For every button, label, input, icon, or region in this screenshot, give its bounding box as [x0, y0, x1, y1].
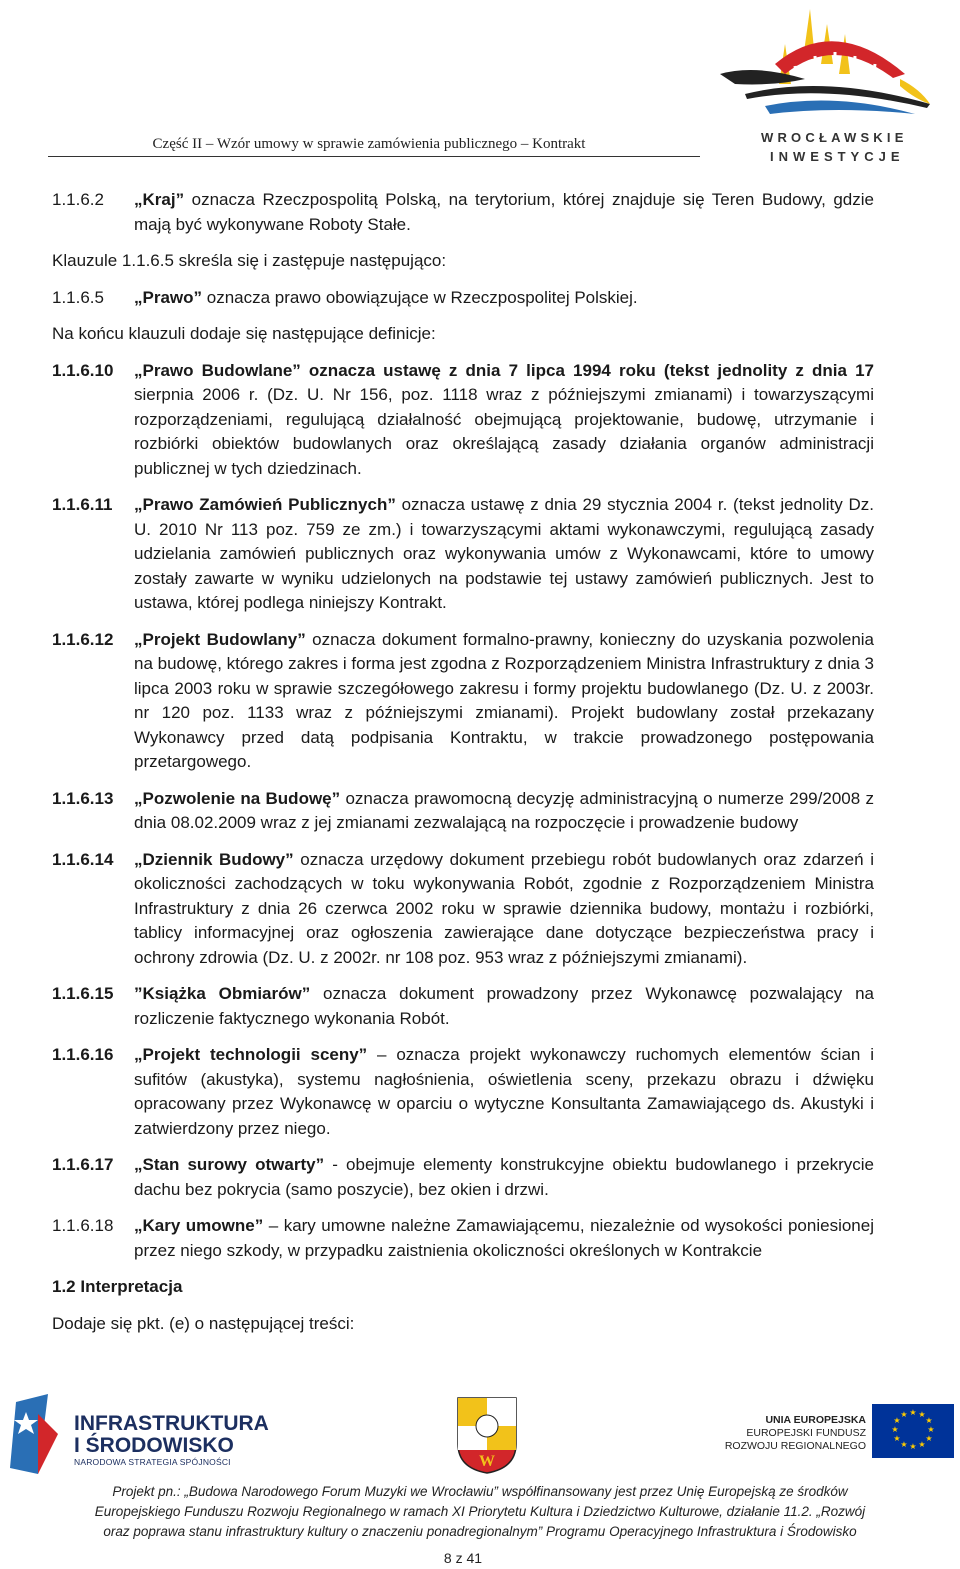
clause-number: 1.1.6.2: [52, 190, 104, 209]
svg-text:★: ★: [893, 1434, 901, 1443]
eu-line3: ROZWOJU REGIONALNEGO: [724, 1440, 866, 1452]
clause-text: oznacza ustawę z dnia 29 stycznia 2004 r. (tekst jednolity Dz. U. 2010 Nr 113 poz. 759 ze zm.) i towarzyszącymi aktami wykonawczymi, regulującą zasady udzielania zamówień publicznych oraz wykonywania umów z Wykonawcami, które to umowy zostały zawarte w wyniku udzielonych na podstawie tej ustawy zamówień publicznych. Jest to ustawa, której podlega niniejszy Kontrakt.: [134, 495, 874, 612]
clause-1-1-6-2: [52, 188, 874, 237]
clause-text: – kary umowne należne Zamawiającemu, niezależnie od wysokości poniesionej przez niego szkody, w przypadku zaistnienia okoliczności określonych w Kontrakcie: [134, 1216, 874, 1260]
svg-text:★: ★: [900, 1410, 908, 1419]
section-paragraph: Dodaje się pkt. (e) o następującej treści:: [52, 1313, 355, 1333]
clause-number: 1.1.6.18: [52, 1216, 114, 1235]
eu-line2: EUROPEJSKI FUNDUSZ: [746, 1427, 866, 1439]
wroclawskie-inwestycje-logo: [715, 4, 940, 169]
clause-number: 1.1.6.10: [52, 360, 114, 380]
clause-number: 1.1.6.13: [52, 788, 114, 808]
clause-1-1-6-12: [52, 628, 874, 775]
section-heading: 1.2 Interpretacja: [52, 1277, 183, 1296]
clause-text: – oznacza projekt wykonawczy ruchomych elementów ścian i sufitów (akustyka), systemu nagłośnienia, oświetlenia sceny, przekazu obrazu i dźwięku opracowany przez Wykonawcę w oparciu o wytyczne Konsultanta Zamawiającego ds. Akustyki i zatwierdzony przez niego.: [134, 1045, 874, 1138]
clause-number: 1.1.6.5: [52, 287, 104, 307]
funding-line3: oraz poprawa stanu infrastruktury kultury o znaczeniu ponadregionalnym” Programu Operacyjnego Infrastruktura i Środowisko: [103, 1524, 857, 1539]
funding-line2: Europejskiego Funduszu Rozwoju Regionalnego w ramach XI Priorytetu Kultura i Dziedzictwo Kulturowe, działanie 11.2. „Rozwój: [94, 1504, 866, 1519]
logo-wordmark-line1: WROCŁAWSKIE: [761, 130, 908, 145]
clause-text: oznacza dokument prowadzony przez Wykonawcę pozwalający na rozliczenie faktycznego wykonania Robót.: [134, 984, 874, 1028]
project-funding-note: [40, 1482, 920, 1542]
eu-line1: UNIA EUROPEJSKA: [765, 1414, 866, 1426]
clause-text: oznacza urzędowy dokument przebiegu robót budowlanych oraz zdarzeń i okoliczności zachodzących w toku wykonywania Robót, zgodnie z Rozporządzeniem Ministra Infrastruktury z dnia 26 czerwca 2002 roku w sprawie dziennika budowy, montażu i rozbiórki, tablicy informacyjnej oraz ogłoszenia zawierające dane dotyczące bezpieczeństwa pracy i ochrony zdrowia (Dz. U. z 2002r. nr 108 poz. 953 wraz z późniejszymi zmianami).: [134, 849, 874, 967]
clause-term: „Prawo Zamówień Publicznych”: [134, 495, 396, 514]
wroclaw-coat-of-arms-icon: [456, 1396, 518, 1474]
infrastruktura-srodowisko-logo: [8, 1394, 268, 1474]
svg-text:★: ★: [927, 1425, 935, 1434]
clause-text: oznacza Rzeczpospolitą Polską, na terytorium, której znajduje się Teren Budowy, gdzie mają być wykonywane Roboty Stałe.: [134, 190, 874, 234]
svg-text:★: ★: [909, 1408, 917, 1417]
clause-text: sierpnia 2006 r. (Dz. U. Nr 156, poz. 1118 wraz z późniejszymi zmianami) i towarzyszącymi rozporządzeniami, regulującą działalność obejmującą projektowanie, budowę, utrzymanie i rozbiórki obiektów budowlanych oraz określającą zasady działania organów administracji publicznej w tych dziedzinach.: [134, 385, 874, 478]
document-header-title: Część II – Wzór umowy w sprawie zamówienia publicznego – Kontrakt: [152, 136, 586, 152]
clause-number: 1.1.6.16: [52, 1045, 114, 1064]
clause-term: ”Książka Obmiarów”: [134, 984, 311, 1003]
clause-1-1-6-18: [52, 1214, 874, 1263]
clause-term: „Prawo Budowlane” oznacza ustawę z dnia 7 lipca 1994 roku (tekst jednolity z dnia 17: [134, 360, 874, 380]
clause-text: oznacza prawo obowiązujące w Rzeczpospolitej Polskiej.: [202, 287, 638, 307]
header-divider: [48, 156, 700, 157]
clause-text: oznacza dokument formalno-prawny, konieczny do uzyskania pozwolenia na budowę, którego zakres i forma jest zgodna z Rozporządzeniem Ministra Infrastruktury z dnia 3 lipca 2003 roku w sprawie szczegółowego zakresu i formy projektu budowlanego (Dz. U. z 2003r. nr 120 poz. 1133 wraz z późniejszymi zmianami). Projekt budowlany został przekazany Wykonawcy przed datą podpisania Kontraktu, w trakcie prowadzonego postępowania przetargowego.: [134, 629, 875, 771]
svg-text:★: ★: [893, 1416, 901, 1425]
clause-term: „Kraj”: [134, 190, 185, 209]
clause-text: - obejmuje elementy konstrukcyjne obiektu budowlanego i przekrycie dachu bez pokrycia (samo poszycie), bez okien i drzwi.: [134, 1155, 874, 1199]
clause-1-1-6-5: [52, 286, 874, 311]
paragraph-definitions-note: Na końcu klauzuli dodaje się następujące definicje:: [52, 324, 436, 343]
logo-wordmark-line2: INWESTYCJE: [770, 149, 905, 164]
clause-term: „Kary umowne”: [134, 1216, 264, 1235]
clause-term: „Projekt Budowlany”: [134, 629, 306, 649]
svg-text:★: ★: [918, 1410, 926, 1419]
clause-1-1-6-15: [52, 982, 874, 1031]
clause-1-1-6-16: [52, 1043, 874, 1141]
clause-1-1-6-17: [52, 1153, 874, 1202]
clause-1-1-6-13: [52, 787, 874, 836]
clause-number: 1.1.6.11: [52, 495, 113, 514]
is-logo-line2: I ŚRODOWISKO: [74, 1434, 234, 1457]
svg-text:W: W: [479, 1453, 495, 1470]
paragraph-replacement-note: Klauzule 1.1.6.5 skreśla się i zastępuje następująco:: [52, 251, 447, 270]
clause-1-1-6-10: [52, 359, 874, 482]
clause-term: „Projekt technologii sceny”: [134, 1045, 368, 1064]
svg-text:★: ★: [891, 1425, 899, 1434]
clause-text: oznacza prawomocną decyzję administracyjną o numerze 299/2008 z dnia 08.02.2009 wraz z jej zmianami zezwalającą na rozpoczęcie i prowadzenie budowy: [134, 788, 874, 832]
clause-term: „Stan surowy otwarty”: [134, 1155, 325, 1174]
is-logo-line3: NARODOWA STRATEGIA SPÓJNOŚCI: [74, 1457, 231, 1467]
footer-logos: [0, 1390, 960, 1480]
clause-1-1-6-11: [52, 493, 874, 616]
svg-text:★: ★: [900, 1440, 908, 1449]
clause-number: 1.1.6.12: [52, 629, 114, 649]
nss-star-icon: [8, 1394, 68, 1474]
page-number: 8 z 41: [443, 1550, 483, 1566]
svg-text:★: ★: [909, 1442, 917, 1451]
eu-flag-icon: [872, 1404, 954, 1458]
clause-term: „Dziennik Budowy”: [134, 849, 294, 869]
clause-term: „Pozwolenie na Budowę”: [134, 788, 341, 808]
document-body: [52, 188, 874, 1348]
clause-number: 1.1.6.15: [52, 984, 114, 1003]
bridge-logo-icon: [715, 4, 940, 129]
clause-number: 1.1.6.14: [52, 849, 114, 869]
clause-1-1-6-14: [52, 848, 874, 971]
clause-term: „Prawo”: [134, 287, 203, 307]
clause-number: 1.1.6.17: [52, 1155, 114, 1174]
svg-text:★: ★: [925, 1416, 933, 1425]
funding-line1: Projekt pn.: „Budowa Narodowego Forum Muzyki we Wrocławiu” współfinansowany jest przez Unię Europejską ze środków: [112, 1484, 848, 1499]
svg-text:★: ★: [918, 1440, 926, 1449]
eu-fund-text: [720, 1414, 866, 1453]
is-logo-line1: INFRASTRUKTURA: [74, 1412, 269, 1435]
svg-text:★: ★: [925, 1434, 933, 1443]
